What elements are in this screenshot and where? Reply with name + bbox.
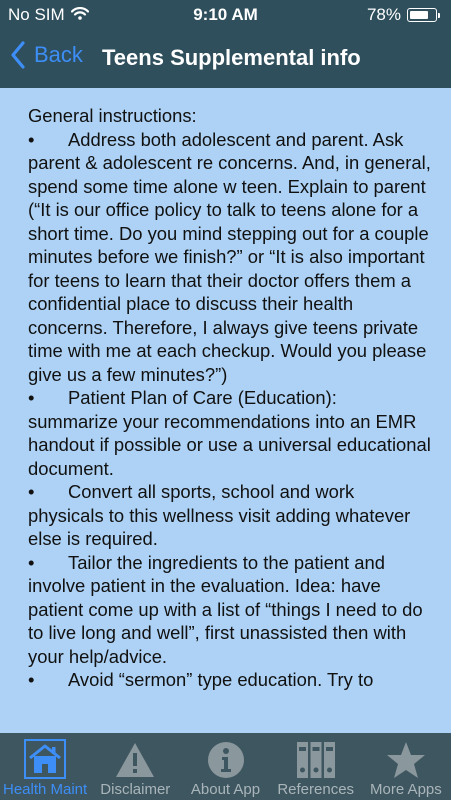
tab-more-apps[interactable] — [361, 733, 451, 800]
tab-label: References — [277, 781, 355, 798]
chevron-left-icon — [10, 41, 26, 69]
navigation-bar — [0, 30, 451, 88]
instruction-item — [28, 128, 431, 387]
instruction-item — [28, 480, 431, 551]
tab-references[interactable] — [271, 733, 361, 800]
tab-label: About App — [190, 781, 261, 798]
tab-health-maint[interactable] — [0, 733, 90, 800]
back-button[interactable] — [10, 41, 83, 69]
tab-disclaimer[interactable] — [90, 733, 180, 800]
binders-icon — [295, 739, 337, 781]
instruction-item-text: Avoid “sermon” type education. Try to — [68, 669, 374, 690]
bullet: • — [28, 128, 35, 150]
battery-fill — [410, 11, 428, 19]
battery-percent: 78% — [366, 5, 401, 24]
instruction-item — [28, 551, 431, 669]
status-right — [367, 5, 437, 25]
instruction-item-text: Patient Plan of Care (Education): summarize your recommendations into an EMR handout if possible or use a universal educational document. — [28, 387, 431, 479]
status-time: 9:10 AM — [193, 5, 258, 24]
bullet: • — [28, 481, 35, 502]
star-icon — [385, 739, 427, 781]
back-label: Back — [34, 42, 83, 67]
instructions-heading: General instructions: — [28, 105, 197, 126]
instruction-item-text: Convert all sports, school and work physicals to this wellness visit adding whatever else is required. — [28, 481, 411, 549]
instructions-text — [28, 104, 431, 692]
house-icon — [24, 739, 66, 779]
instruction-item — [28, 386, 431, 480]
status-bar — [0, 0, 451, 30]
instruction-item-text: Tailor the ingredients to the patient and involve patient in the evaluation. Idea: have patient come up with a list of “things I need to do to live long and well”, first unassisted then with your help/advice. — [28, 551, 423, 667]
battery-icon — [407, 8, 437, 22]
instruction-item-text: Address both adolescent and parent. Ask parent & adolescent re concerns. And, in general, spend some time alone w teen. Explain to parent (“It is our office policy to talk to teens alone for a short time. Do you mind stepping out for a couple minutes before we finish?” or “It is also important for teens to learn that their doctor offers them a confidential place to discuss their health concerns. Therefore, I always give teens private time with me at each checkup. Would you please give us a few minutes?”) — [28, 128, 431, 385]
instruction-item — [28, 668, 431, 692]
tab-bar — [0, 733, 451, 800]
warning-icon — [114, 739, 156, 781]
battery-tip — [438, 13, 440, 18]
info-icon — [205, 739, 247, 781]
tab-about-app[interactable] — [180, 733, 270, 800]
bullet: • — [28, 387, 35, 408]
tab-label: Disclaimer — [100, 781, 171, 798]
content-scroll-area[interactable] — [0, 88, 451, 733]
page-title: Teens Supplemental info — [102, 45, 361, 70]
tab-label: More Apps — [370, 781, 442, 798]
bullet: • — [28, 551, 35, 573]
carrier-label: No SIM — [8, 5, 65, 24]
tab-label: Health Maint — [2, 781, 88, 798]
bullet: • — [28, 669, 35, 690]
